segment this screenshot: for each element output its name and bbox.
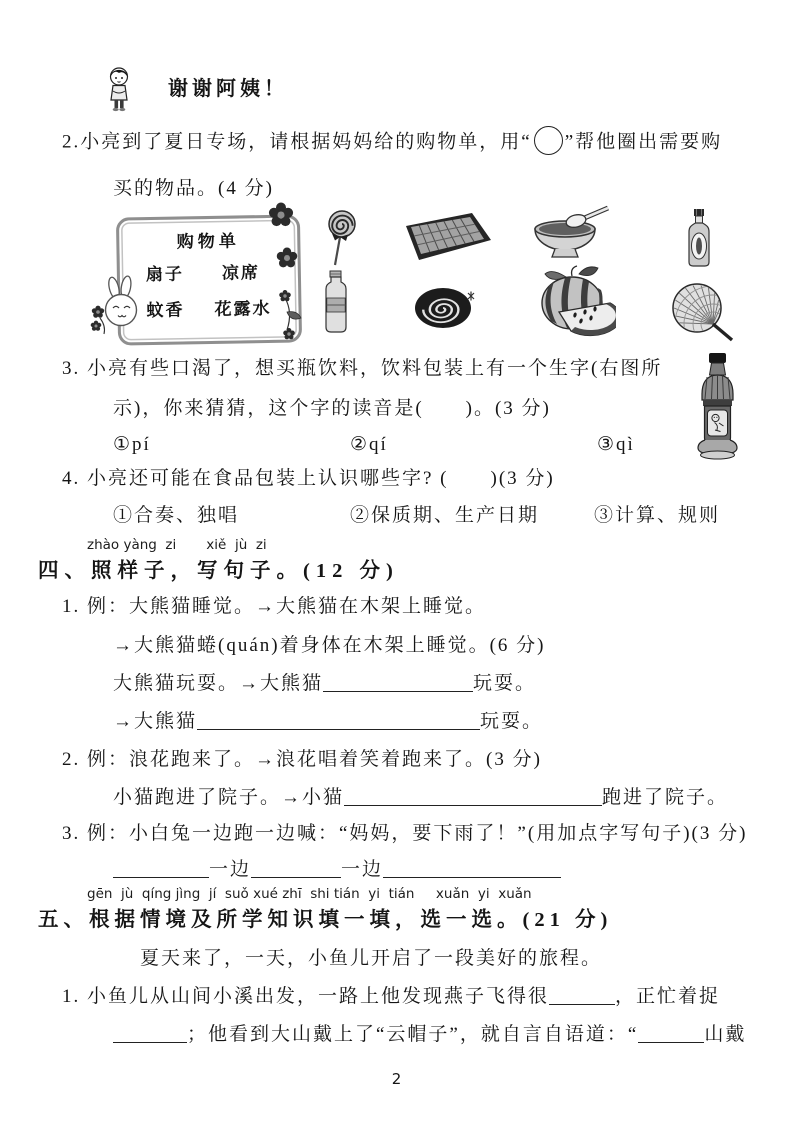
water-bottle-icon — [320, 270, 352, 336]
s4-q1-line-4-post: 玩耍。 — [480, 711, 544, 732]
question-3-option-1: ①pí — [113, 434, 151, 455]
s5-q1-line-1-post: ，正忙着捉 — [615, 986, 721, 1007]
s4-q1-line-3-post: 玩耍。 — [473, 673, 537, 694]
boy-icon — [101, 64, 137, 114]
section-4-pinyin: zhào yàng zi xiě jù zi — [87, 537, 267, 553]
s4-q1-line-2: →大熊猫蜷(quán)着身体在木架上睡觉。(6 分) — [113, 635, 546, 656]
rabbit-icon — [90, 274, 148, 344]
question-4-line-1: 4. 小亮还可能在食品包装上认识哪些字? ( )(3 分) — [62, 468, 555, 489]
s4-q2-line-1: 2. 例：浪花跑来了。→浪花唱着笑着跑来了。(3 分) — [62, 749, 542, 770]
q2-text-post: ”帮他圈出需要购 — [564, 131, 723, 153]
s5-intro: 夏天来了，一天，小鱼儿开启了一段美好的旅程。 — [140, 948, 603, 969]
question-4-option-1: ①合奏、独唱 — [113, 505, 240, 526]
s5-q1-line-2-mid: ；他看到大山戴上了“云帽子”，就自言自语道：“ — [187, 1024, 639, 1045]
section-5-pinyin: gēn jù qíng jìng jí suǒ xué zhī shi tián yi tián xuǎn yi xuǎn — [87, 886, 532, 902]
question-3-line-2: 示)，你来猜猜，这个字的读音是( )。(3 分) — [113, 398, 551, 419]
shopping-item-mosquito-coil: 蚊香 — [146, 300, 185, 321]
bamboo-mat-icon — [396, 210, 494, 264]
mosquito-coil-icon — [413, 284, 475, 332]
s5-q1-line-2-post: 山戴 — [704, 1024, 747, 1045]
s5-q1-line-1 — [62, 982, 720, 1012]
s4-q1-line-3-pre: 大熊猫玩耍。→大熊猫 — [113, 673, 324, 694]
shopping-item-mat: 凉席 — [221, 263, 261, 283]
lollipop-icon — [322, 208, 362, 268]
section-5-title: 五、根据情境及所学知识填一填，选一选。(21 分) — [38, 909, 613, 931]
answer-blank — [113, 862, 209, 878]
question-3-option-2: ②qí — [350, 434, 388, 455]
answer-blank — [113, 1027, 187, 1043]
question-2-line-2: 买的物品。(4 分) — [113, 178, 274, 199]
answer-blank — [383, 862, 561, 878]
flower-icon — [268, 202, 294, 228]
answer-blank — [323, 676, 473, 692]
s4-q3-connector-2: 一边 — [341, 859, 384, 880]
round-fan-icon — [670, 282, 736, 344]
s4-q1-line-3 — [113, 669, 536, 699]
s4-q1-line-4-pre: →大熊猫 — [113, 711, 198, 732]
s4-q3-line-1: 3. 例：小白兔一边跑一边喊：“妈妈，要下雨了！”(用加点字写句子)(3 分) — [62, 823, 748, 844]
s5-q1-line-1-pre: 1. 小鱼儿从山间小溪出发，一路上他发现燕子飞得很 — [62, 986, 550, 1007]
shopping-list-title: 购物单 — [176, 231, 240, 252]
flower-cluster-icon — [273, 286, 309, 344]
question-2-line-1 — [62, 126, 722, 160]
soda-bottle-icon — [688, 352, 748, 464]
s4-q1-line-1: 1. 例：大熊猫睡觉。→大熊猫在木架上睡觉。 — [62, 596, 487, 617]
s4-q1-line-4 — [113, 707, 543, 737]
s4-q2-line-2-post: 跑进了院子。 — [602, 787, 729, 808]
s4-q2-line-2-pre: 小猫跑进了院子。→小猫 — [113, 787, 345, 808]
soup-bowl-icon — [526, 205, 614, 265]
s4-q2-line-2 — [113, 783, 728, 813]
circle-mark-icon — [534, 126, 563, 155]
answer-blank — [549, 989, 615, 1005]
flower-icon — [276, 247, 298, 269]
section-4-title: 四、照样子，写句子。(12 分) — [38, 560, 399, 582]
question-3-option-3: ③qì — [597, 434, 635, 455]
answer-blank — [344, 790, 602, 806]
shopping-item-floral-water: 花露水 — [214, 298, 272, 319]
s4-q3-connector-1: 一边 — [209, 859, 252, 880]
watermelon-icon — [534, 264, 616, 340]
shopping-item-fan: 扇子 — [145, 264, 185, 285]
answer-blank — [197, 714, 480, 730]
answer-blank — [638, 1027, 704, 1043]
s5-q1-line-2 — [113, 1020, 746, 1050]
speech-text: 谢谢阿姨！ — [168, 78, 288, 100]
question-4-option-3: ③计算、规则 — [594, 505, 721, 526]
sauce-bottle-icon — [683, 208, 715, 270]
question-3-line-1: 3. 小亮有些口渴了，想买瓶饮料，饮料包装上有一个生字(右图所 — [62, 358, 663, 379]
q2-text-pre: 小亮到了夏日专场，请根据妈妈给的购物单，用“ — [80, 131, 532, 153]
s4-q3-line-2 — [113, 855, 561, 885]
question-2-number: 2. — [62, 131, 81, 153]
question-4-option-2: ②保质期、生产日期 — [350, 505, 540, 526]
answer-blank — [251, 862, 341, 878]
page-number: 2 — [391, 1070, 402, 1088]
